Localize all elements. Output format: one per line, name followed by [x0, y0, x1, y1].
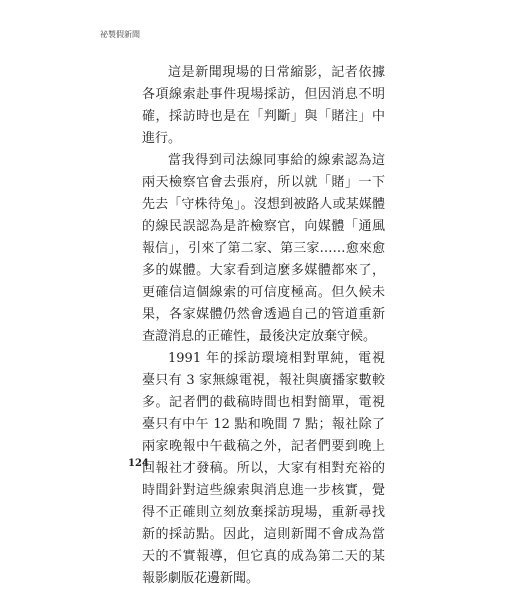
page-body: [142, 62, 385, 590]
page-number: 124: [128, 458, 149, 469]
paragraph-2: 當我得到司法線同事給的線索認為這兩天檢察官會去張府，所以就「賭」一下先去「守株待兔」。沒想到被路人或某媒體的線民誤認為是許檢察官，向媒體「通風報信」，引來了第二家、第三家……愈來愈多的媒體。大家看到這麼多媒體都來了，更確信這個線索的可信度極高。但久候未果，各家媒體仍然會透過自己的管道重新查證消息的正確性，最後決定放棄守候。: [142, 153, 385, 344]
paragraph-3: 1991 年的採訪環境相對單純，電視臺只有 3 家無線電視，報社與廣播家數較多。記者們的截稿時間也相對簡單，電視臺只有中午 12 點和晚間 7 點；報社除了兩家晚報中午截稿之外，記者們要到晚上回報社才發稿。所以，大家有相對充裕的時間針對這些線索與消息進一步核實，覺得不正確則立刻放棄採訪現場，重新尋找新的採訪點。因此，這則新聞不會成為當天的不實報導，但它真的成為第二天的某報影劇版花邊新聞。: [142, 351, 385, 586]
paragraph-1: 這是新聞現場的日常縮影，記者依據各項線索赴事件現場採訪，但因消息不明確，採訪時也是在「判斷」與「賭注」中進行。: [142, 65, 385, 146]
running-head: 祕製假新聞: [100, 30, 140, 39]
